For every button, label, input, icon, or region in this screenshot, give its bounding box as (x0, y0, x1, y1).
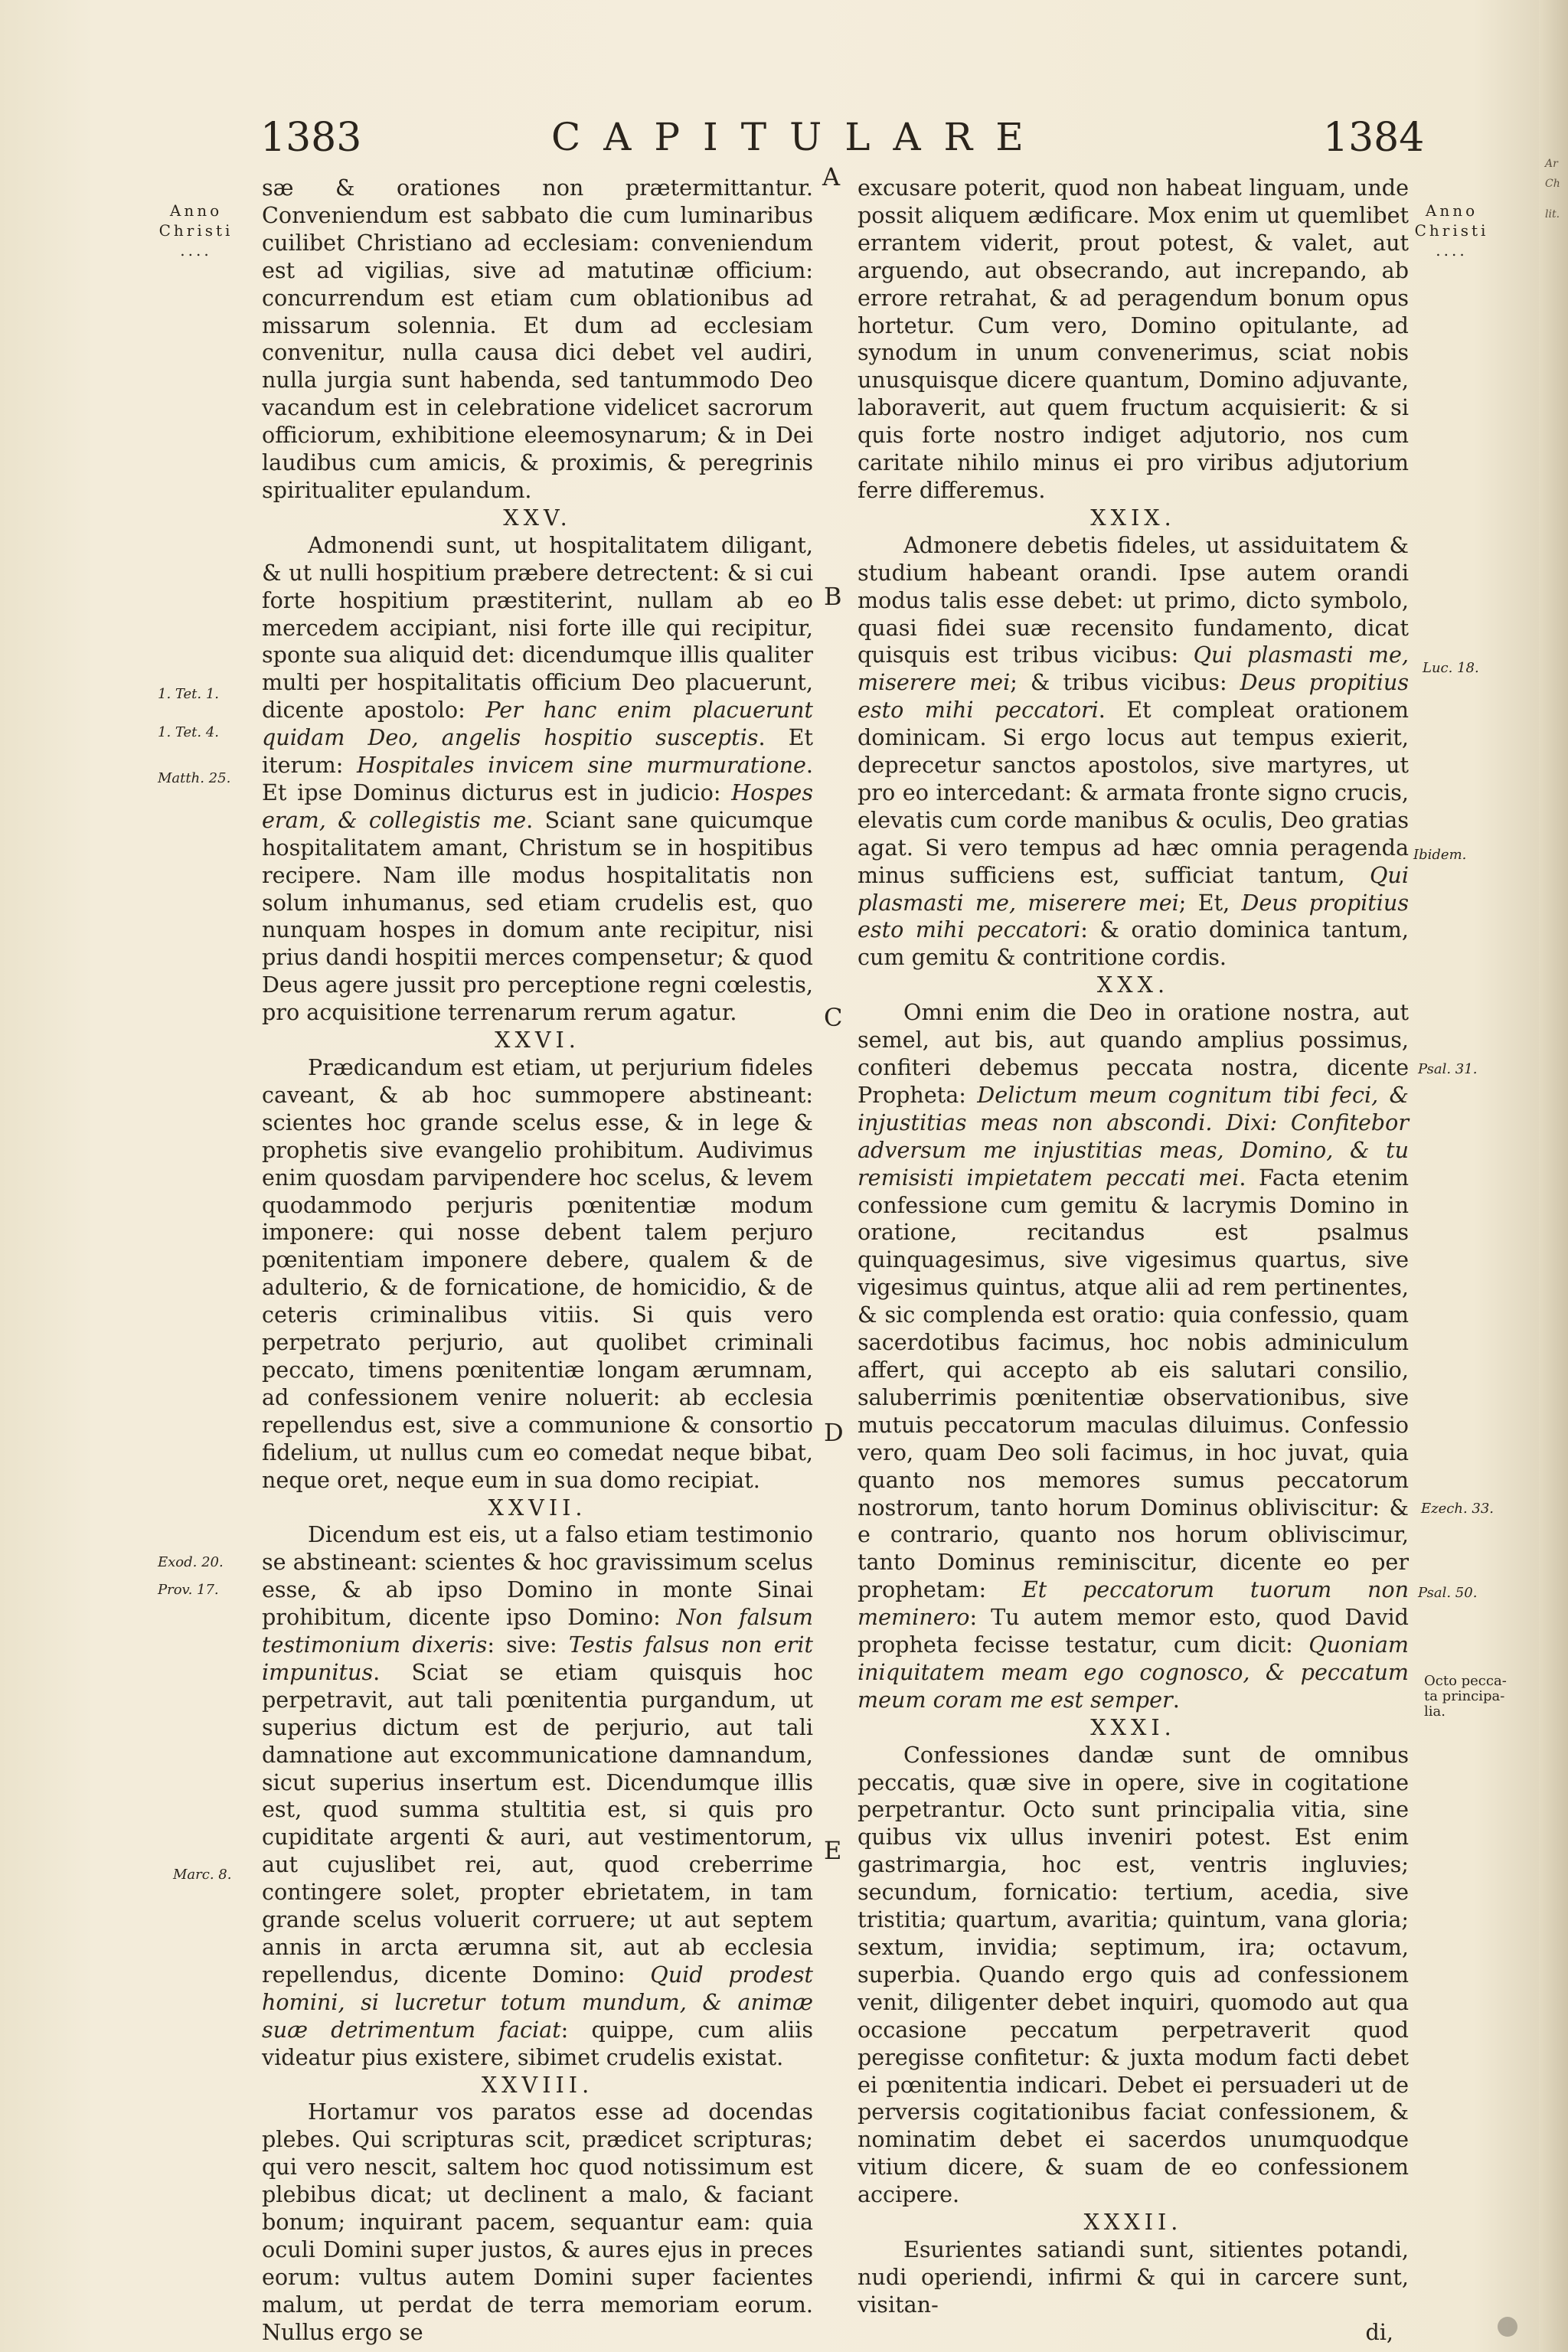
edge-fragment: lit. (1545, 208, 1560, 220)
chapter-heading-xxix: XXIX. (1090, 504, 1176, 531)
quotation: Quoniam iniquitatem meam ego cognosco, & peccatum meum coram me est semper (858, 1632, 1409, 1713)
facing-page-edge (1539, 0, 1568, 2352)
margin-ref-tet1: 1. Tet. 1. (158, 686, 220, 702)
quotation: Deus propitius esto mihi peccatori (858, 669, 1410, 724)
right-column (858, 175, 1409, 2347)
paragraph-continuation: sæ & orationes non prætermittantur. Conveniendum est sabbato die cum luminaribus cuilibet Christiano ad ecclesiam: conveniendum est ad vigilias, sive ad matutinæ officium: concurrendum est etiam cum oblationibus ad missarum solennia. Et dum ad ecclesiam convenitur, nulla causa dici debet vel audiri, nulla jurgia sunt habenda, sed tantummodo Deo vacandum est in celebratione videlicet sacrorum officiorum, exhibitione eleemosynarum; & in Dei laudibus cum amicis, & proximis, & peregrinis spiritualiter epulandum. (262, 175, 813, 503)
text: . Et ipse Dominus dicturus est in judicio: (262, 752, 814, 805)
edge-fragment: Ar (1545, 158, 1558, 170)
text: . Facta etenim confessione cum gemitu & lacrymis Domino in oratione, recitandus est psalmus quinquagesimus, sive vigesimus quartus, sive vigesimus quintus, atque alii ad rem pertinentes, & sic complenda est oratio: quia confessio, quam sacerdotibus facimus, hoc nobis adminiculum affert, qui accepto ab eis salutari consilio, saluberrimis pœnitentiæ observationibus, sive mutuis peccatorum maculas diluimus. Confessio vero, quam Deo soli facimus, in hoc juvat, quia quanto nos memores sumus peccatorum nostrorum, tanto horum Dominus obliviscitur: & e contrario, quanto nos horum obliviscimur, tanto Dominus reminiscitur, dicente eo per prophetam: (858, 1164, 1409, 1603)
page-number-left: 1383 (260, 115, 362, 161)
paragraph-xxx (858, 999, 1409, 1714)
text: : Tu autem memor esto, quod David propheta fecisse testatur, cum dicit: (858, 1604, 1409, 1658)
text: : quippe, cum aliis videatur pius existere, sibimet crudelis existat. (262, 2016, 813, 2070)
margin-note-octo-line3: lia. (1424, 1704, 1446, 1720)
text: : & oratio dominica tantum, cum gemitu & contritione cordis. (858, 916, 1409, 971)
chapter-heading-xxv: XXV. (503, 504, 572, 531)
text: ; Et, (1178, 889, 1230, 916)
anno-label: Anno (1425, 201, 1478, 220)
section-letter-b: B (824, 582, 842, 611)
running-head: CAPITULARE (551, 115, 1047, 159)
page-ornament (1498, 2317, 1517, 2337)
christi-label: Christi (158, 221, 234, 240)
margin-note-octo-line1: Octo pecca- (1424, 1673, 1507, 1689)
margin-ref-exod: Exod. 20. (158, 1554, 224, 1570)
margin-ref-marc: Marc. 8. (173, 1867, 232, 1883)
margin-ref-ibidem: Ibidem. (1413, 847, 1467, 863)
chapter-heading-xxvi: XXVI. (495, 1027, 580, 1054)
margin-note-octo-line2: ta principa- (1424, 1688, 1505, 1704)
quotation: Non falsum testimonium dixeris (262, 1604, 814, 1658)
margin-ref-matth: Matth. 25. (158, 770, 231, 786)
chapter-heading-xxviii: XXVIII. (481, 2071, 594, 2098)
quotation: Et peccatorum tuorum non meminero (858, 1576, 1409, 1631)
text: . (1172, 1686, 1180, 1713)
text: . Sciat se etiam quisquis hoc perpetravit, aut tali pœnitentia purgandum, ut superius dictum est de perjurio, aut tali damnatione aut excommunicatione damnandum, sicut superius insertum est. Dicendumque illis est, quod summa stultitia est, si quis pro cupiditate argenti & auri, aut vestimentorum, aut cujuslibet rei, aut, quod creberrime contingere solet, propter ebrietatem, in tam grande scelus voluerit corruere; ut aut septem annis in arcta ærumna sit, aut ab ecclesia repellendus, dicente Domino: (262, 1658, 813, 1988)
quotation: Qui plasmasti me, miserere mei (858, 642, 1409, 696)
anno-christi-left (158, 201, 234, 260)
section-letter-e: E (824, 1836, 842, 1865)
quotation: Testis falsus non erit impunitus (262, 1632, 813, 1685)
margin-note-octo (1424, 1674, 1507, 1720)
text: . Et compleat orationem dominicam. Si ergo locus aut tempus exierit, deprecetur sanctos apostolos, sive martyres, ut pro eo intercedant: & armata fronte signo crucis, elevatis cum corde manibus & oculis, Deo gratias agat. Si vero tempus ad hæc omnia peragenda minus sufficiens est, sufficiat tantum, (858, 697, 1409, 888)
quotation: Hospes eram, & collegistis me (262, 779, 813, 833)
chapter-heading-xxx: XXX. (1096, 972, 1170, 998)
paragraph-xxviii: Hortamur vos paratos esse ad docendas plebes. Qui scripturas scit, prædicet scripturas; qui vero nescit, saltem hoc quod notissimum est plebibus dicat; ut declinent a malo, & faciant bonum; inquirant pacem, sequantur eam: quia oculi Domini super justos, & aures ejus in preces eorum: vultus autem Domini super facientes malum, ut perdat de terra memoriam eorum. Nullus ergo se (262, 2099, 813, 2345)
paragraph-xxv (262, 532, 813, 1027)
quotation: Quid prodest homini, si lucretur totum mundum, & animæ suæ detrimentum faciat (262, 1961, 813, 2043)
section-letter-a: A (822, 162, 841, 191)
margin-ref-tet4: 1. Tet. 4. (158, 724, 220, 740)
paragraph-xxvii (262, 1521, 813, 2071)
text: . Et iterum: (262, 724, 814, 779)
margin-ref-prov: Prov. 17. (158, 1582, 219, 1598)
edge-fragment: Ch (1545, 178, 1560, 190)
quotation: Hospitales invicem sine murmuratione (356, 752, 806, 779)
year-dots: .... (180, 241, 212, 260)
text: . Sciant sane quicumque hospitalitatem amant, Christum se in hospitibus recipere. Nam ille modus hospitalitatis non solum inhumanus, sed etiam crudelis est, quo nunquam hospes in domum ante recipitur, nisi prius dandi hospitii merces compensetur; & quod Deus agere jussit pro perceptione regni cœlestis, pro acquisitione terrenarum rerum agatur. (262, 806, 814, 1026)
catchword: di, (1365, 2318, 1393, 2345)
section-letter-c: C (824, 1003, 843, 1032)
text: ; & tribus vicibus: (1010, 669, 1227, 696)
paragraph-xxvi: Prædicandum est etiam, ut perjurium fideles caveant, & ab hoc summopere abstineant: scientes hoc grande scelus esse, & in lege & prophetis sive evangelio prohibitum. Audivimus enim quosdam parvipendere hoc scelus, & levem quodammodo perjuris pœnitentiæ modum imponere: qui nosse debent talem perjuro pœnitentiam imponere debere, qualem & de adulterio, & de fornicatione, de homicidio, & de ceteris criminalibus vitiis. Si quis vero perpetrato perjurio, aut quolibet criminali peccato, timens pœnitentiæ longam ærumnam, ad confessionem venire noluerit: ab ecclesia repellendus est, sive a communione & consortio fidelium, ut nullus cum eo comedat neque bibat, neque oret, neque eum in sua domo recipiat. (262, 1054, 813, 1493)
paragraph-continuation: excusare poterit, quod non habeat linguam, unde possit aliquem ædificare. Mox enim ut quemlibet errantem viderit, prout potest, & valet, aut arguendo, aut obsecrando, aut increpando, ab errore retrahat, & ad peragendum bonum opus hortetur. Cum vero, Domino opitulante, ad synodum in unum convenerimus, sciat nobis unusquisque dicere quantum, Domino adjuvante, laboraverit, aut quem fructum acquisierit: & si quis forte nostro indiget adjutorio, nos cum caritate nihilo minus ei pro viribus adjutorium ferre differemus. (858, 175, 1409, 503)
paragraph-xxix (858, 532, 1409, 972)
section-letter-d: D (824, 1418, 844, 1447)
page-number-right: 1384 (1323, 115, 1425, 161)
christi-label: Christi (1414, 221, 1489, 240)
quotation: Delictum meum cognitum tibi feci, & injustitias meas non abscondi. Dixi: Confitebor adversum me injustitias meas, Domino, & tu remisisti impietatem peccati mei (858, 1081, 1409, 1191)
text: Omni enim die Deo in oratione nostra, aut semel, aut bis, aut quando amplius possimus, confiteri debemus peccata nostra, dicente Propheta: (858, 999, 1409, 1108)
anno-christi-right (1413, 201, 1490, 260)
text: Admonere debetis fideles, ut assiduitatem & studium habeant orandi. Ipse autem orandi modus talis esse debet: ut primo, dicto symbolo, quasi fidei suæ recensito fundamento, dicat quisquis est tribus vicibus: (858, 531, 1409, 668)
chapter-heading-xxvii: XXVII. (488, 1494, 587, 1521)
text: : sive: (487, 1632, 557, 1658)
margin-ref-psal31: Psal. 31. (1418, 1061, 1478, 1077)
text: Admonendi sunt, ut hospitalitatem diligant, & ut nulli hospitium præbere detrectent: & si cui forte hospitium præstiterint, nullam ab eo mercedem accipiant, nisi forte ille qui recipitur, sponte sua aliquid det: dicendumque illis qualiter multi per hospitalitatis officium Deo placuerunt, dicente apostolo: (262, 531, 813, 724)
quotation: Qui plasmasti me, miserere mei (858, 861, 1409, 916)
left-column (262, 175, 813, 2347)
paragraph-xxxi: Confessiones dandæ sunt de omnibus peccatis, quæ sive in opere, sive in cogitatione perpetrantur. Octo sunt principalia vitia, sine quibus vix ullus inveniri potest. Est enim gastrimargia, hoc est, ventris ingluvies; secundum, fornicatio: tertium, acedia, sive tristitia; quartum, avaritia; quintum, vana gloria; sextum, invidia; septimum, ira; octavum, superbia. Quando ergo quis ad confessionem venit, diligenter debet inquiri, quomodo aut qua occasione peccatum perpetraverit quod peregisse confitetur: & juxta modum facti debet ei pœnitentia indicari. Debet ei persuaderi ut de perversis cogitationibus faciat confessionem, & nominatim debet ei sacerdos unumquodque vitium dicere, & suam de eo confessionem accipere. (858, 1741, 1409, 2208)
chapter-heading-xxxi: XXXI. (1090, 1713, 1176, 1740)
text: Dicendum est eis, ut a falso etiam testimonio se abstineant: scientes & hoc gravissimum scelus esse, & ab ipso Domino in monte Sinai prohibitum, dicente ipso Domino: (262, 1521, 813, 1631)
quotation: Per hanc enim placuerunt quidam Deo, angelis hospitio susceptis (262, 697, 813, 751)
paragraph-xxxii: Esurientes satiandi sunt, sitientes potandi, nudi operiendi, infirmi & qui in carcere sunt, visitan- (858, 2236, 1409, 2318)
year-dots: .... (1436, 241, 1468, 260)
margin-ref-luc: Luc. 18. (1423, 660, 1479, 676)
anno-label: Anno (169, 201, 223, 220)
quotation: Deus propitius esto mihi peccatori (858, 889, 1410, 943)
margin-ref-psal50: Psal. 50. (1418, 1585, 1478, 1601)
chapter-heading-xxxii: XXXII. (1083, 2209, 1183, 2236)
margin-ref-ezech: Ezech. 33. (1421, 1501, 1494, 1517)
